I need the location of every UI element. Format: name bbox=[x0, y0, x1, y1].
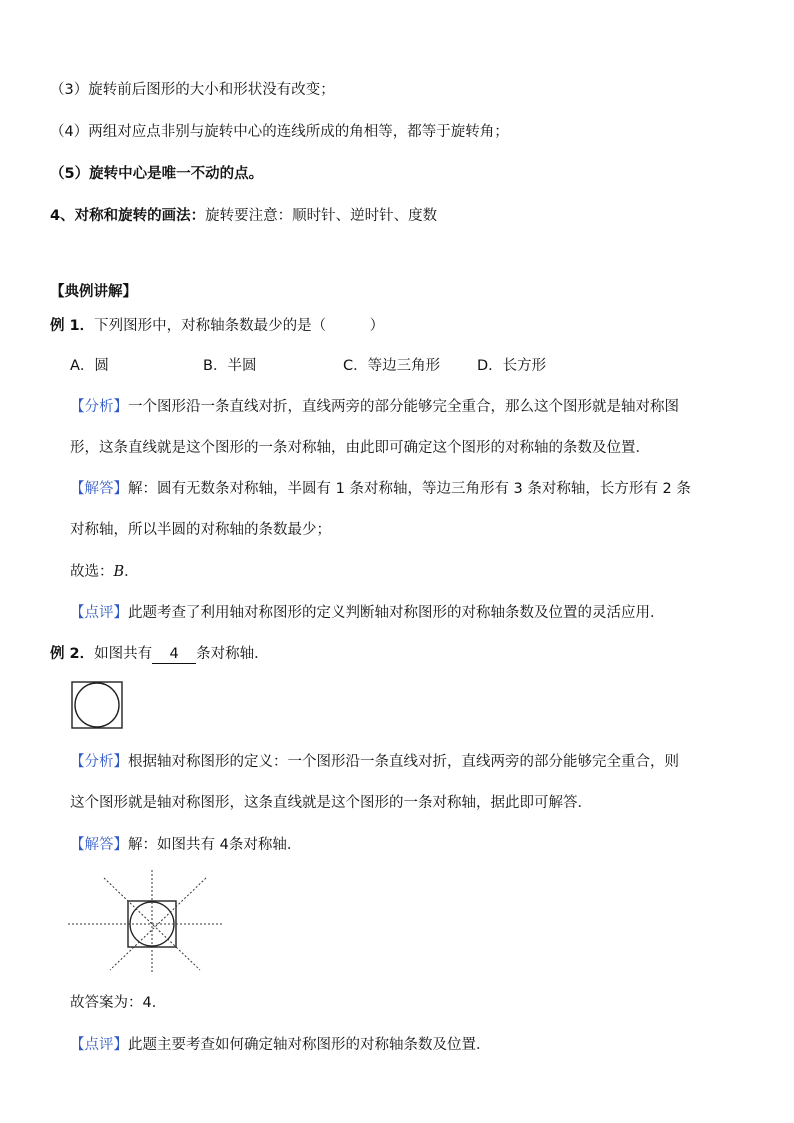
section-4-text: 旋转要注意：顺时针、逆时针、度数 bbox=[205, 208, 438, 224]
example-1-question-text: 下列图形中，对称轴条数最少的是（ ） bbox=[94, 318, 385, 334]
comment-tag: 【点评】 bbox=[70, 605, 128, 621]
answer-blank: 4 bbox=[152, 645, 196, 664]
example-2-comment bbox=[70, 1035, 491, 1055]
choice-letter: B bbox=[113, 564, 125, 580]
question-suffix: 条对称轴． bbox=[196, 646, 269, 662]
symmetry-axes-figure bbox=[66, 868, 226, 978]
answer-text: 解：如图共有 4条对称轴． bbox=[128, 837, 302, 853]
example-1-label: 例 1． bbox=[50, 318, 95, 334]
example-1-answer-cont: 对称轴，所以半圆的对称轴的条数最少； bbox=[70, 522, 331, 538]
example-1-choice bbox=[70, 562, 139, 582]
comment-tag: 【点评】 bbox=[70, 1037, 128, 1053]
question-prefix: 如图共有 bbox=[94, 646, 153, 662]
example-1-analysis-cont: 形，这条直线就是这个图形的一条对称轴，由此即可确定这个图形的对称轴的条数及位置． bbox=[70, 440, 650, 456]
answer-text: 解：圆有无数条对称轴，半圆有 1 条对称轴，等边三角形有 3 条对称轴，长方形有 2 条 bbox=[128, 481, 691, 497]
example-1-question bbox=[50, 316, 384, 336]
answer-tag: 【解答】 bbox=[70, 837, 128, 853]
examples-heading: 【典例讲解】 bbox=[50, 284, 137, 300]
section-4 bbox=[50, 206, 437, 226]
option-a: A．圆 bbox=[70, 358, 109, 374]
analysis-text: 根据轴对称图形的定义：一个图形沿一条直线对折，直线两旁的部分能够完全重合，则 bbox=[128, 754, 679, 770]
section-4-heading: 4、对称和旋转的画法： bbox=[50, 208, 206, 224]
choice-suffix: ． bbox=[124, 564, 139, 580]
example-2-label: 例 2． bbox=[50, 646, 95, 662]
analysis-tag: 【分析】 bbox=[70, 754, 128, 770]
example-1-answer bbox=[70, 479, 691, 499]
analysis-text: 一个图形沿一条直线对折，直线两旁的部分能够完全重合，那么这个图形就是轴对称图 bbox=[128, 399, 679, 415]
comment-text: 此题考查了利用轴对称图形的定义判断轴对称图形的对称轴条数及位置的灵活应用． bbox=[128, 605, 665, 621]
property-item-4: （4）两组对应点非别与旋转中心的连线所成的角相等，都等于旋转角； bbox=[50, 124, 509, 140]
example-2-answer bbox=[70, 835, 301, 855]
option-c: C．等边三角形 bbox=[343, 358, 441, 374]
example-2-final-answer: 故答案为：4． bbox=[70, 995, 167, 1011]
example-2-analysis-cont: 这个图形就是轴对称图形，这条直线就是这个图形的一条对称轴，据此即可解答． bbox=[70, 795, 592, 811]
square-circle-figure bbox=[70, 680, 124, 730]
example-1-comment bbox=[70, 603, 665, 623]
comment-text: 此题主要考查如何确定轴对称图形的对称轴条数及位置． bbox=[128, 1037, 491, 1053]
option-d: D．长方形 bbox=[477, 358, 547, 374]
example-2-question bbox=[50, 644, 269, 664]
choice-prefix: 故选： bbox=[70, 564, 114, 580]
example-1-analysis bbox=[70, 397, 679, 417]
option-b: B．半圆 bbox=[203, 358, 257, 374]
property-item-5: （5）旋转中心是唯一不动的点。 bbox=[50, 166, 264, 182]
property-item-3: （3）旋转前后图形的大小和形状没有改变； bbox=[50, 82, 335, 98]
analysis-tag: 【分析】 bbox=[70, 399, 128, 415]
example-2-analysis bbox=[70, 752, 679, 772]
answer-tag: 【解答】 bbox=[70, 481, 128, 497]
